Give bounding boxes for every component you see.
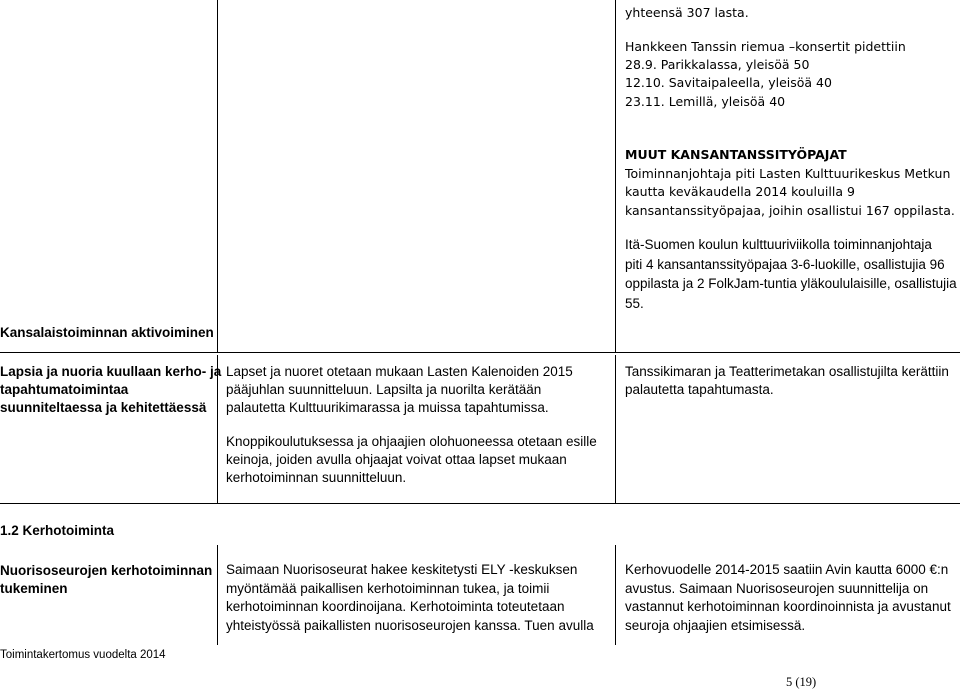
page-number-text: 5 (19) xyxy=(786,675,817,689)
ita-suomi-line: piti 4 kansantanssityöpajaa 3-6-luokille, osallistujia 96 xyxy=(625,256,945,272)
nuoriso-goal-line: Nuorisoseurojen kerhotoiminnan xyxy=(0,563,213,578)
nuoriso-goal xyxy=(0,562,212,598)
lapsia-goal-line: suunniteltaessa ja kehitettäessä xyxy=(0,400,207,415)
nuoriso-results-line: Kerhovuodelle 2014-2015 saatiin Avin kautta 6000 €:n xyxy=(625,562,949,577)
col-divider-2-mid xyxy=(615,355,616,503)
tanssin-riemua-block xyxy=(625,38,906,111)
section-heading xyxy=(0,324,214,342)
muut-workshops-line: kansantanssityöpajaa, joihin osallistui 167 oppilasta. xyxy=(625,202,955,218)
lapsia-actions-line: Knoppikoulutuksessa ja ohjaajien olohuoneessa otetaan esille xyxy=(226,434,597,449)
lapsia-actions-2 xyxy=(226,433,597,487)
nuoriso-results-line: avustus. Saimaan Nuorisoseurojen suunnittelija on xyxy=(625,580,929,596)
tanssin-riemua-line: 28.9. Parikkalassa, yleisöä 50 xyxy=(625,57,810,73)
nuoriso-results xyxy=(625,561,951,635)
lapsia-results-line: Tanssikimaran ja Teatterimetakan osallistujilta kerättiin xyxy=(625,364,949,379)
participants-total xyxy=(625,4,749,22)
lapsia-actions-1 xyxy=(226,363,573,417)
tanssin-riemua-line: 12.10. Savitaipaleella, yleisöä 40 xyxy=(625,75,832,91)
nuoriso-actions xyxy=(226,561,594,635)
muut-workshops-block xyxy=(625,146,955,220)
section-heading-text: Kansalaistoiminnan aktivoiminen xyxy=(0,325,214,340)
lapsia-actions-line: kerhotoiminnan suunnitteluun. xyxy=(226,470,407,485)
nuoriso-actions-line: kerhotoiminnan koordinoijana. Kerhotoiminta toteutetaan xyxy=(226,599,565,614)
muut-workshops-line: Toiminnanjohtaja piti Lasten Kulttuurikeskus Metkun xyxy=(625,165,951,181)
muut-workshops-heading: MUUT KANSANTANSSITYÖPAJAT xyxy=(625,147,847,162)
ita-suomi-line: oppilasta ja 2 FolkJam-tuntia yläkoululaisille, osallistujia xyxy=(625,276,957,291)
lapsia-goal-line: tapahtumatoimintaa xyxy=(0,382,129,397)
ita-suomi-line: 55. xyxy=(625,295,644,311)
page-footer xyxy=(0,646,166,664)
page-number xyxy=(786,674,816,690)
tanssin-riemua-line: 23.11. Lemillä, yleisöä 40 xyxy=(625,93,786,109)
col-divider-2-bottom xyxy=(615,545,616,645)
table-rule-2 xyxy=(0,503,960,504)
page-footer-text: Toimintakertomus vuodelta 2014 xyxy=(0,649,166,661)
nuoriso-results-line: vastannut kerhotoiminnan koordinoinnista ja avustanut xyxy=(625,599,951,614)
muut-workshops-line: kautta keväkaudella 2014 kouluilla 9 xyxy=(625,184,855,199)
col-divider-2-top xyxy=(615,0,616,352)
ita-suomi-line: Itä-Suomen koulun kulttuuriviikolla toiminnanjohtaja xyxy=(625,237,932,252)
lapsia-goal xyxy=(0,363,221,417)
lapsia-results-line: palautetta tapahtumasta. xyxy=(625,382,774,397)
nuoriso-goal-line: tukeminen xyxy=(0,581,68,596)
lapsia-results xyxy=(625,363,949,399)
nuoriso-results-line: seuroja ohjaajien etsimisessä. xyxy=(625,617,806,633)
section-heading-kerhotoiminta-text: 1.2 Kerhotoiminta xyxy=(0,523,115,538)
lapsia-goal-line: Lapsia ja nuoria kuullaan kerho- ja xyxy=(0,364,222,379)
lapsia-actions-line: Lapset ja nuoret otetaan mukaan Lasten Kalenoiden 2015 xyxy=(226,364,573,379)
col-divider-1-top xyxy=(217,0,218,352)
nuoriso-actions-line: Saimaan Nuorisoseurat hakee keskitetysti ELY -keskuksen xyxy=(226,562,578,577)
nuoriso-actions-line: myöntämää paikallisen kerhotoiminnan tukea, ja toimii xyxy=(226,580,550,596)
section-heading-kerhotoiminta xyxy=(0,522,114,540)
participants-total-text: yhteensä 307 lasta. xyxy=(625,5,749,20)
table-rule-1 xyxy=(0,352,960,353)
lapsia-actions-line: pääjuhlan suunnitteluun. Lapsilta ja nuorilta kerätään xyxy=(226,382,542,397)
ita-suomi-block xyxy=(625,235,957,313)
tanssin-riemua-line: Hankkeen Tanssin riemua –konsertit pidettiin xyxy=(625,39,906,54)
lapsia-actions-line: palautetta Kulttuurikimarassa ja muissa tapahtumissa. xyxy=(226,400,549,415)
col-divider-1-bottom xyxy=(217,545,218,645)
lapsia-actions-line: keinoja, joiden avulla ohjaajat voivat ottaa lapset mukaan xyxy=(226,452,567,467)
nuoriso-actions-line: yhteistyössä paikallisten nuorisoseurojen kanssa. Tuen avulla xyxy=(226,617,594,633)
